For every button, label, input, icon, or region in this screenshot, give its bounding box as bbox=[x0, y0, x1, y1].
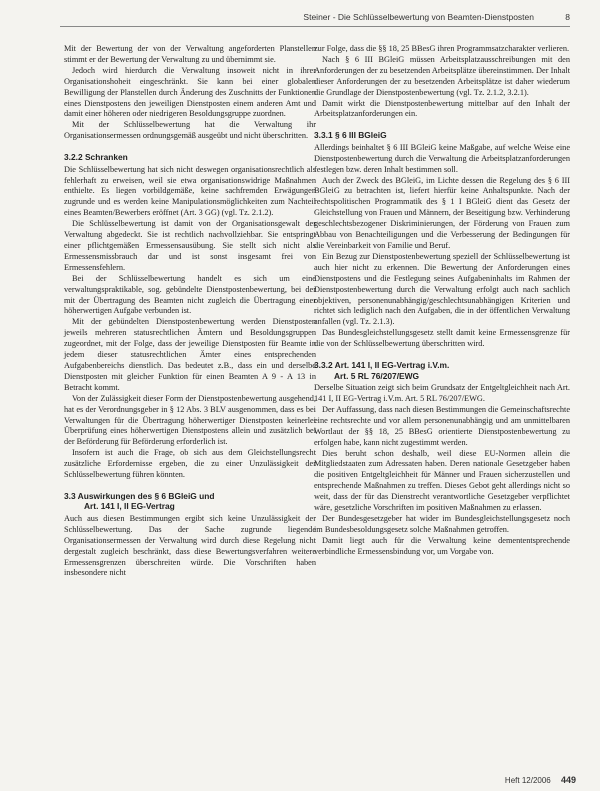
paragraph: Die Schlüsselbewertung hat sich nicht deswegen organisationsrechtlich als fehlerhaft zu erweisen, weil sie etwa organisationswidrige Maßnahmen enthielte. Es liegen vorbildgemäße, keine sachfremden Erwägungen zugrunde und es werden keine Manipulationsmöglichkeiten zum Nachteil eines Beamten/Bewerbers eröffnet (Art. 3 GG) (vgl. Tz. 2.1.2). bbox=[64, 164, 316, 218]
paragraph: Mit der Schlüsselbewertung hat die Verwaltung ihr Organisationsermessen ordnungsgemäß ausgeübt und nicht überschritten. bbox=[64, 120, 316, 141]
paragraph: Ein Bezug zur Dienstpostenbewertung speziell der Schlüsselbewertung ist auch hier nicht zu erkennen. Die Bewertung der Anforderungen eines Dienstpostens und die Festlegung seines Aufgabeninhalts im Rahmen der Dienstpostenbewertung durch die Verwaltung erfolgt auch nach sachlich objektiven, personenunabhängig/geschlechtsunabhängigen Kriterien und richtet sich lediglich nach den Aufgaben, die in der öffentlichen Verwaltung anfallen (vgl. Tz. 2.1.3). bbox=[314, 251, 570, 327]
right-column bbox=[314, 44, 570, 558]
paragraph: Von der Zulässigkeit dieser Form der Dienstpostenbewertung ausgehend, hat es der Verordnungsgeber in § 12 Abs. 3 BLV ausgenommen, dass es bei Verwaltungen für die Übertragung höherwertiger Dienstposten keinerlei Überprüfung eines höherwertigen Dienstpostens allein und zusätzlich bei der Beförderung für Beförderung erforderlich ist. bbox=[64, 393, 316, 447]
section-heading-line1: 3.3.2 Art. 141 I, II EG-Vertrag i.V.m. bbox=[314, 360, 450, 371]
section-heading bbox=[314, 130, 570, 141]
paragraph: Mit der Bewertung der von der Verwaltung angeforderten Planstellen stimmt er der Bewertung der Verwaltung zu und übernimmt sie. bbox=[64, 44, 316, 64]
section-heading-line1: 3.3 Auswirkungen des § 6 BGleiG und bbox=[64, 490, 215, 501]
paragraph: Dies beruht schon deshalb, weil diese EU-Normen allein die Mitgliedstaaten zum Adressaten haben. Deren nationale Gesetzgeber haben die positiven Entgeltgleichheit für Männer und Frauen sicherzustellen und entsprechende Maßnahmen zu treffen. Dieses Gebot geht allerdings nicht so weit, dass der für das Dienstrecht verantwortliche Gesetzgeber verpflichtet wäre, gesetzliche Vorschriften im positiven Maßnahmen zu erlassen. bbox=[314, 448, 570, 513]
section-heading bbox=[64, 491, 316, 512]
paragraph: Insofern ist auch die Frage, ob sich aus dem Gleichstellungsrecht zusätzliche Erfordernisse ergeben, die zu einer Unzulässigkeit der Schlüsselbewertung führen könnten. bbox=[64, 448, 316, 480]
section-heading-line2: Art. 141 I, II EG-Vertrag bbox=[84, 501, 175, 512]
page-number: 449 bbox=[560, 775, 576, 785]
paragraph: Auch aus diesen Bestimmungen ergibt sich keine Unzulässigkeit der Schlüsselbewertung. Das der Sache zugrunde liegende Organisationsermessen der Verwaltung wird durch diese Regelung nicht dergestalt zugleich beschränkt, dass diese Bewertungsverfahren weitere Ermessensgrenzen überschreiten würde. Die Vorschriften haben insbesondere nicht bbox=[64, 513, 316, 578]
paragraph: Jedoch wird hierdurch die Verwaltung insoweit nicht in ihrer Organisationshoheit eingeschränkt. Sie kann bei einer globalen Bewilligung der Planstellen durch Änderung des Zuschnitts der Funktionen eines Dienstpostens den jeweiligen Dienstposten einem anderen Amt und damit einer höheren oder niedrigeren Besoldungsgruppe zuordnen. bbox=[64, 65, 316, 119]
paragraph: zur Folge, dass die §§ 18, 25 BBesG ihren Programmsatzcharakter verlieren. bbox=[314, 44, 570, 53]
paragraph: Bei der Schlüsselbewertung handelt es sich um eine verwaltungspraktikable, sog. gebündelte Dienstpostenbewertung, bei der mit der Übertragung des Beamten nicht zugleich die Übertragung einer höherwertigen Aufgabe verbunden ist. bbox=[64, 273, 316, 316]
paragraph: Damit wirkt die Dienstpostenbewertung mittelbar auf den Inhalt der Arbeitsplatzanforderungen ein. bbox=[314, 98, 570, 119]
paragraph: Der Bundesgesetzgeber hat wider im Bundesgleichstellungsgesetz noch im Bundesbesoldungsgesetz solche Maßnahmen getroffen. bbox=[314, 513, 570, 534]
running-title: Steiner - Die Schlüsselbewertung von Beamten-Dienstposten bbox=[303, 12, 534, 22]
left-column bbox=[64, 44, 316, 579]
paragraph: Mit der gebündelten Dienstpostenbewertung werden Dienstposten jeweils mehreren statusrechtlichen Ämtern und Besoldungsgruppen zugeordnet, mit der Folge, dass der jeweilige Dienstposten für Beamte in jedem dieser statusrechtlichen Ämter eines entsprechenden Aufgabenbereichs dienstlich. Das bedeutet z.B., dass ein und derselbe Dienstposten mit gleicher Funktion für einen Beamten A 9 - A 13 in Betracht kommt. bbox=[64, 317, 316, 392]
paragraph: Die Schlüsselbewertung ist damit von der Organisationsgewalt der Verwaltung abgedeckt. Sie ist rechtlich nachvollziehbar. Sie entspringt einer pflichtgemäßen Ermessensausübung. Sie stellt sich nicht als Ermessensmissbrauch dar und ist sonst insgesamt frei von Ermessensfehlern. bbox=[64, 219, 316, 272]
paragraph: Damit liegt auch für die Verwaltung keine demententsprechende verbindliche Ermessensbindung vor, um Vorgabe von. bbox=[314, 535, 570, 556]
paragraph: Derselbe Situation zeigt sich beim Grundsatz der Entgeltgleichheit nach Art. 141 I, II EG-Vertrag i.V.m. Art. 5 RL 76/207/EWG. bbox=[314, 383, 570, 403]
page-footer bbox=[505, 775, 576, 785]
running-header bbox=[60, 8, 570, 27]
header-page-mark: 8 bbox=[565, 12, 570, 22]
section-heading bbox=[64, 152, 316, 163]
section-heading-line2: Art. 5 RL 76/207/EWG bbox=[334, 370, 420, 381]
paragraph: Allerdings beinhaltet § 6 III BGleiG keine Maßgabe, auf welche Weise eine Dienstpostenbewertung durch die Verwaltung die Arbeitsplatzanforderungen festlegen bzw. deren Inhalt bestimmen soll. bbox=[314, 142, 570, 174]
section-heading-text: 3.3.1 § 6 III BGleiG bbox=[314, 130, 387, 141]
paragraph: Der Auffassung, dass nach diesen Bestimmungen die Gemeinschaftsrechte eine rechtsrechte und vor allem personenunabhängig und am unmittelbaren Wortlaut der §§ 18, 25 BBesG orientierte Dienstpostenbewertung zu erfolgen habe, kann nicht zugestimmt werden. bbox=[314, 404, 570, 447]
section-heading bbox=[314, 360, 570, 381]
paragraph: Das Bundesgleichstellungsgesetz stellt damit keine Ermessensgrenze für die von der Schlüsselbewertung überschritten wird. bbox=[314, 328, 570, 349]
section-heading-text: 3.2.2 Schranken bbox=[64, 152, 128, 163]
issue-label: Heft 12/2006 bbox=[504, 776, 551, 785]
paragraph: Nach § 6 III BGleiG müssen Arbeitsplatzausschreibungen mit den Anforderungen der zu besetzenden Arbeitsplätze übereinstimmen. Der Inhalt dieser Anforderungen der zu besetzenden Arbeitsplätze ist daher wiederum die Grundlage der Dienstpostenbewertung (vgl. Tz. 2.1.2, 3.2.1). bbox=[314, 54, 570, 97]
paragraph: Auch der Zweck des BGleiG, im Lichte dessen die Regelung des § 6 III BGleiG zu betrachten ist, liefert hierfür keine Anhaltspunkte. Nach der rechtspolitischen Programmatik des § 1 I BGleiG dient das Gesetz der Gleichstellung von Frauen und Männern, der Beseitigung bzw. Verhinderung geschlechtsbezogener Diskriminierungen, der Förderung von Frauen zum Abbau von Benachteiligungen und die Verbesserung der Bedingungen für die Vereinbarkeit von Familie und Beruf. bbox=[314, 175, 570, 250]
